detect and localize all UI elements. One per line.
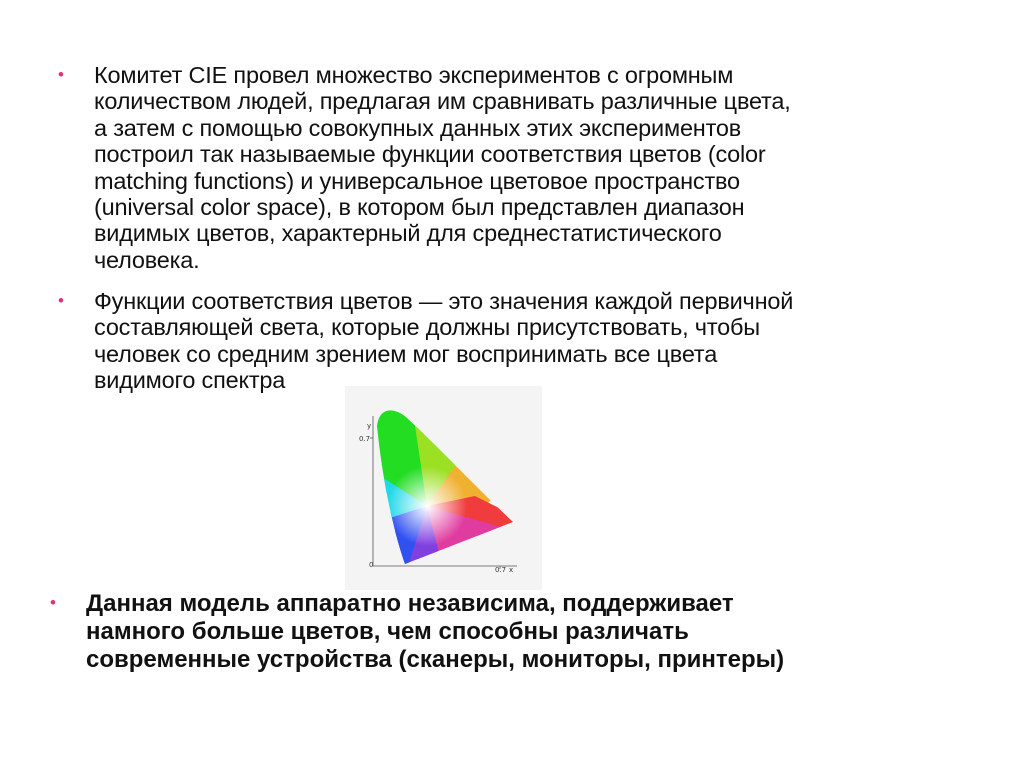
cie-chromaticity-diagram	[345, 386, 542, 590]
origin-label: 0	[369, 561, 374, 569]
bullet-marker: •	[58, 291, 64, 310]
bullet-item-2	[58, 288, 988, 394]
bullet-item-3	[50, 590, 1010, 674]
bullet-marker: •	[50, 593, 56, 612]
y-tick-label: 0.7	[359, 435, 371, 443]
bullet-item-1	[58, 62, 988, 273]
bullet-text: Комитет CIE провел множество экспериментов с огромным количеством людей, предлагая им сравнивать различные цвета, а затем с помощью совокупных данных этих экспериментов построил так называемые функции соответствия цветов (color matching functions) и универсальное цветовое пространство (universal color space), в котором был представлен диапазон видимых цветов, характерный для среднестатистического человека.	[94, 62, 791, 273]
y-axis-label: y	[367, 422, 372, 430]
bullet-marker: •	[58, 65, 64, 84]
x-tick-label: 0.7	[495, 566, 507, 574]
bullet-text: Данная модель аппаратно независима, поддерживает намного больше цветов, чем способны различать современные устройства (сканеры, мониторы, принтеры)	[86, 590, 785, 673]
x-axis-label: x	[509, 566, 514, 574]
bullet-text: Функции соответствия цветов — это значения каждой первичной составляющей света, которые должны присутствовать, чтобы человек со средним зрением мог воспринимать все цвета видимого спектра	[94, 288, 794, 394]
chromaticity-svg	[345, 386, 542, 590]
